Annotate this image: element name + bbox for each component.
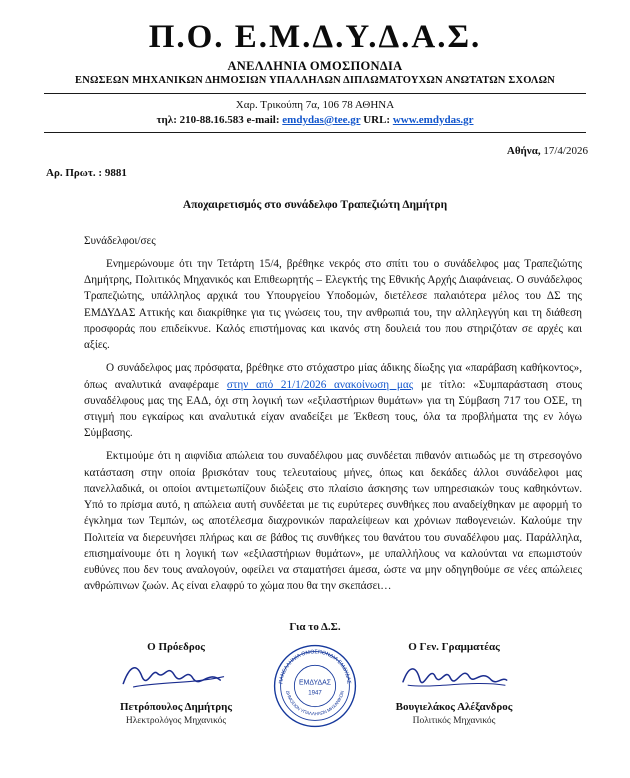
- secretary-signature-block: [354, 641, 554, 726]
- president-signature-block: [76, 641, 276, 726]
- paragraph-3: Εκτιμούμε ότι η αιφνίδια απώλεια του συναδέλφου μας συνδέεται πιθανόν αιτιωδώς με τη στρεσογόνο κατάσταση στην οποία βρισκόταν τους τελευταίους μήνες, όπως και δεκάδες άλλοι συνάδελφοι μας πανελλαδικά, οι οποίοι αντιμετωπίζουν διώξεις στο πλαίσιο άσκησης των υπηρεσιακών τους καθηκόντων. Υπό το πρίσμα αυτό, η απώλεια αυτή συνδέεται με τις ευρύτερες συνθήκες που αναδείχθηκαν με αφορμή το έγκλημα των Τεμπών, ως αποτέλεσμα διαχρονικών παραλείψεων και χρόνιων παθογενειών. Καλούμε την Πολιτεία να διερευνήσει πλήρως και σε βάθος τις συνθήκες του θανάτου του συναδέλφου μας. Παράλληλα, επισημαίνουμε ότι η λογική των «εξιλαστήριων θυμάτων», με υπαλλήλους να καλούνται να επωμιστούν ευθύνες που δεν τους αναλογούν, οφείλει να σταματήσει άμεσα, ώστε να μην οδηγηθούμε σε νέες απώλειες ανθρώπινων ζωών. Ας είναι ελαφρύ το χώμα που θα την σκεπάσει…: [84, 450, 582, 593]
- paragraph-1: Ενημερώνουμε ότι την Τετάρτη 15/4, βρέθηκε νεκρός στο σπίτι του ο συνάδελφος μας Τραπεζιώτης Δημήτρης, Πολιτικός Μηχανικός και Επιθεωρητής – Ελεγκτής της Εθνικής Αρχής Διαφάνειας. Ο συνάδελφος Τραπεζιώτης, υπάλληλος αρχικά του Υπουργείου Υποδομών, διετέλεσε παλαιότερα μέλος του ΔΣ της ΕΜΔΥΔΑΣ Αττικής και διακρίθηκε για τις γνώσεις του, την ανθρωπιά του, την αλληλεγγύη και τη διάθεση προσφοράς που επιδείκνυε. Καλός επιστήμονας και ικανός στη δουλειά του που στηριζόταν σε αρχές και αξίες.: [84, 257, 582, 352]
- document-date: 17/4/2026: [543, 144, 588, 157]
- secretary-role: Ο Γεν. Γραμματέας: [408, 640, 500, 653]
- svg-text:ΔΗΜΟΣΙΩΝ ΥΠΑΛΛΗΛΩΝ ΜΗΧΑΝΙΚΩΝ: ΔΗΜΟΣΙΩΝ ΥΠΑΛΛΗΛΩΝ ΜΗΧΑΝΙΚΩΝ: [285, 689, 345, 716]
- organization-line-1: [44, 59, 586, 74]
- website-link[interactable]: www.emdydas.gr: [392, 113, 474, 126]
- board-label: Για το Δ.Σ.: [289, 620, 341, 633]
- organization-line-2: [44, 75, 586, 86]
- paragraph-2-part-b: με τίτλο: «Συμπαράσταση στους συναδέλφους μας της ΕΑΔ, όχι στη λογική των «εξιλαστήριων θυμάτων» για τη Σύμβαση 717 του ΟΣΕ, τη στιγμή που εγκαίρως και αναλυτικά είχαν αναδείξει με Έκθεση τους, όλα τα προβλήματα της εν λόγω Σύμβασης.: [84, 378, 583, 440]
- signature-section: [34, 621, 596, 726]
- president-title: Ηλεκτρολόγος Μηχανικός: [125, 715, 227, 726]
- phone-label: τηλ:: [156, 113, 177, 126]
- organization-line-2-text: ΕΝΩΣΕΩΝ ΜΗΧΑΝΙΚΩΝ ΔΗΜΟΣΙΩΝ ΥΠΑΛΛΗΛΩΝ ΔΙΠΛΩΜΑΤΟΥΧΩΝ ΑΝΩΤΑΤΩΝ ΣΧΟΛΩΝ: [75, 74, 555, 86]
- protocol-number: 9881: [104, 166, 127, 179]
- phone-value: 210-88.16.583: [179, 113, 244, 126]
- letterhead: [44, 20, 586, 94]
- president-role: Ο Πρόεδρος: [147, 640, 205, 653]
- document-subject: Αποχαιρετισμός στο συνάδελφο Τραπεζιώτη Δημήτρη: [182, 198, 448, 211]
- secretary-signature-icon: [386, 658, 522, 692]
- announcement-link[interactable]: στην από 21/1/2026 ανακοίνωση μας: [226, 378, 414, 391]
- contact-block: [34, 99, 596, 126]
- address-line: Χαρ. Τρικούπη 7α, 106 78 ΑΘΗΝΑ: [235, 98, 395, 111]
- city-label: Αθήνα,: [506, 144, 541, 157]
- svg-text:1947: 1947: [308, 690, 322, 697]
- organization-acronym: Π.Ο. Ε.Μ.Δ.Υ.Δ.Α.Σ.: [148, 19, 482, 55]
- organization-line-1-text: ΑΝΕΛΛΗΝΙΑ ΟΜΟΣΠΟΝΔΙΑ: [227, 58, 403, 73]
- salutation: Συνάδελφοι/σες: [84, 234, 156, 247]
- president-signature-icon: [108, 658, 244, 692]
- email-link[interactable]: emdydas@tee.gr: [282, 113, 361, 126]
- url-label: URL:: [363, 113, 391, 126]
- contact-line: [34, 114, 596, 126]
- document-body: [84, 233, 582, 595]
- president-name: Πετρόπουλος Δημήτρης: [119, 700, 233, 713]
- signature-row: [34, 641, 596, 726]
- svg-text:ΕΜΔΥΔΑΣ: ΕΜΔΥΔΑΣ: [299, 678, 331, 686]
- secretary-name: Βουγιελάκος Αλέξανδρος: [395, 700, 513, 713]
- header-divider: [44, 132, 586, 133]
- secretary-title: Πολιτικός Μηχανικός: [412, 715, 496, 726]
- paragraph-2: [84, 360, 582, 441]
- paragraph-2-part-a: Ο συνάδελφος μας πρόσφατα, βρέθηκε στο στόχαστρο μίας άδικης δίωξης για «παράβαση καθήκοντος», όπως αναλυτικά αναφέραμε: [84, 362, 582, 391]
- email-label: e-mail:: [246, 113, 280, 126]
- svg-text:ΠΑΝΕΛΛΗΝΙΑ ΟΜΟΣΠΟΝΔΙΑ ΕΜΔΥΔΑΣ: ΠΑΝΕΛΛΗΝΙΑ ΟΜΟΣΠΟΝΔΙΑ ΕΜΔΥΔΑΣ: [278, 648, 352, 684]
- protocol-label: Αρ. Πρωτ. :: [46, 166, 103, 179]
- date-block: [34, 145, 588, 157]
- protocol-block: [46, 167, 596, 179]
